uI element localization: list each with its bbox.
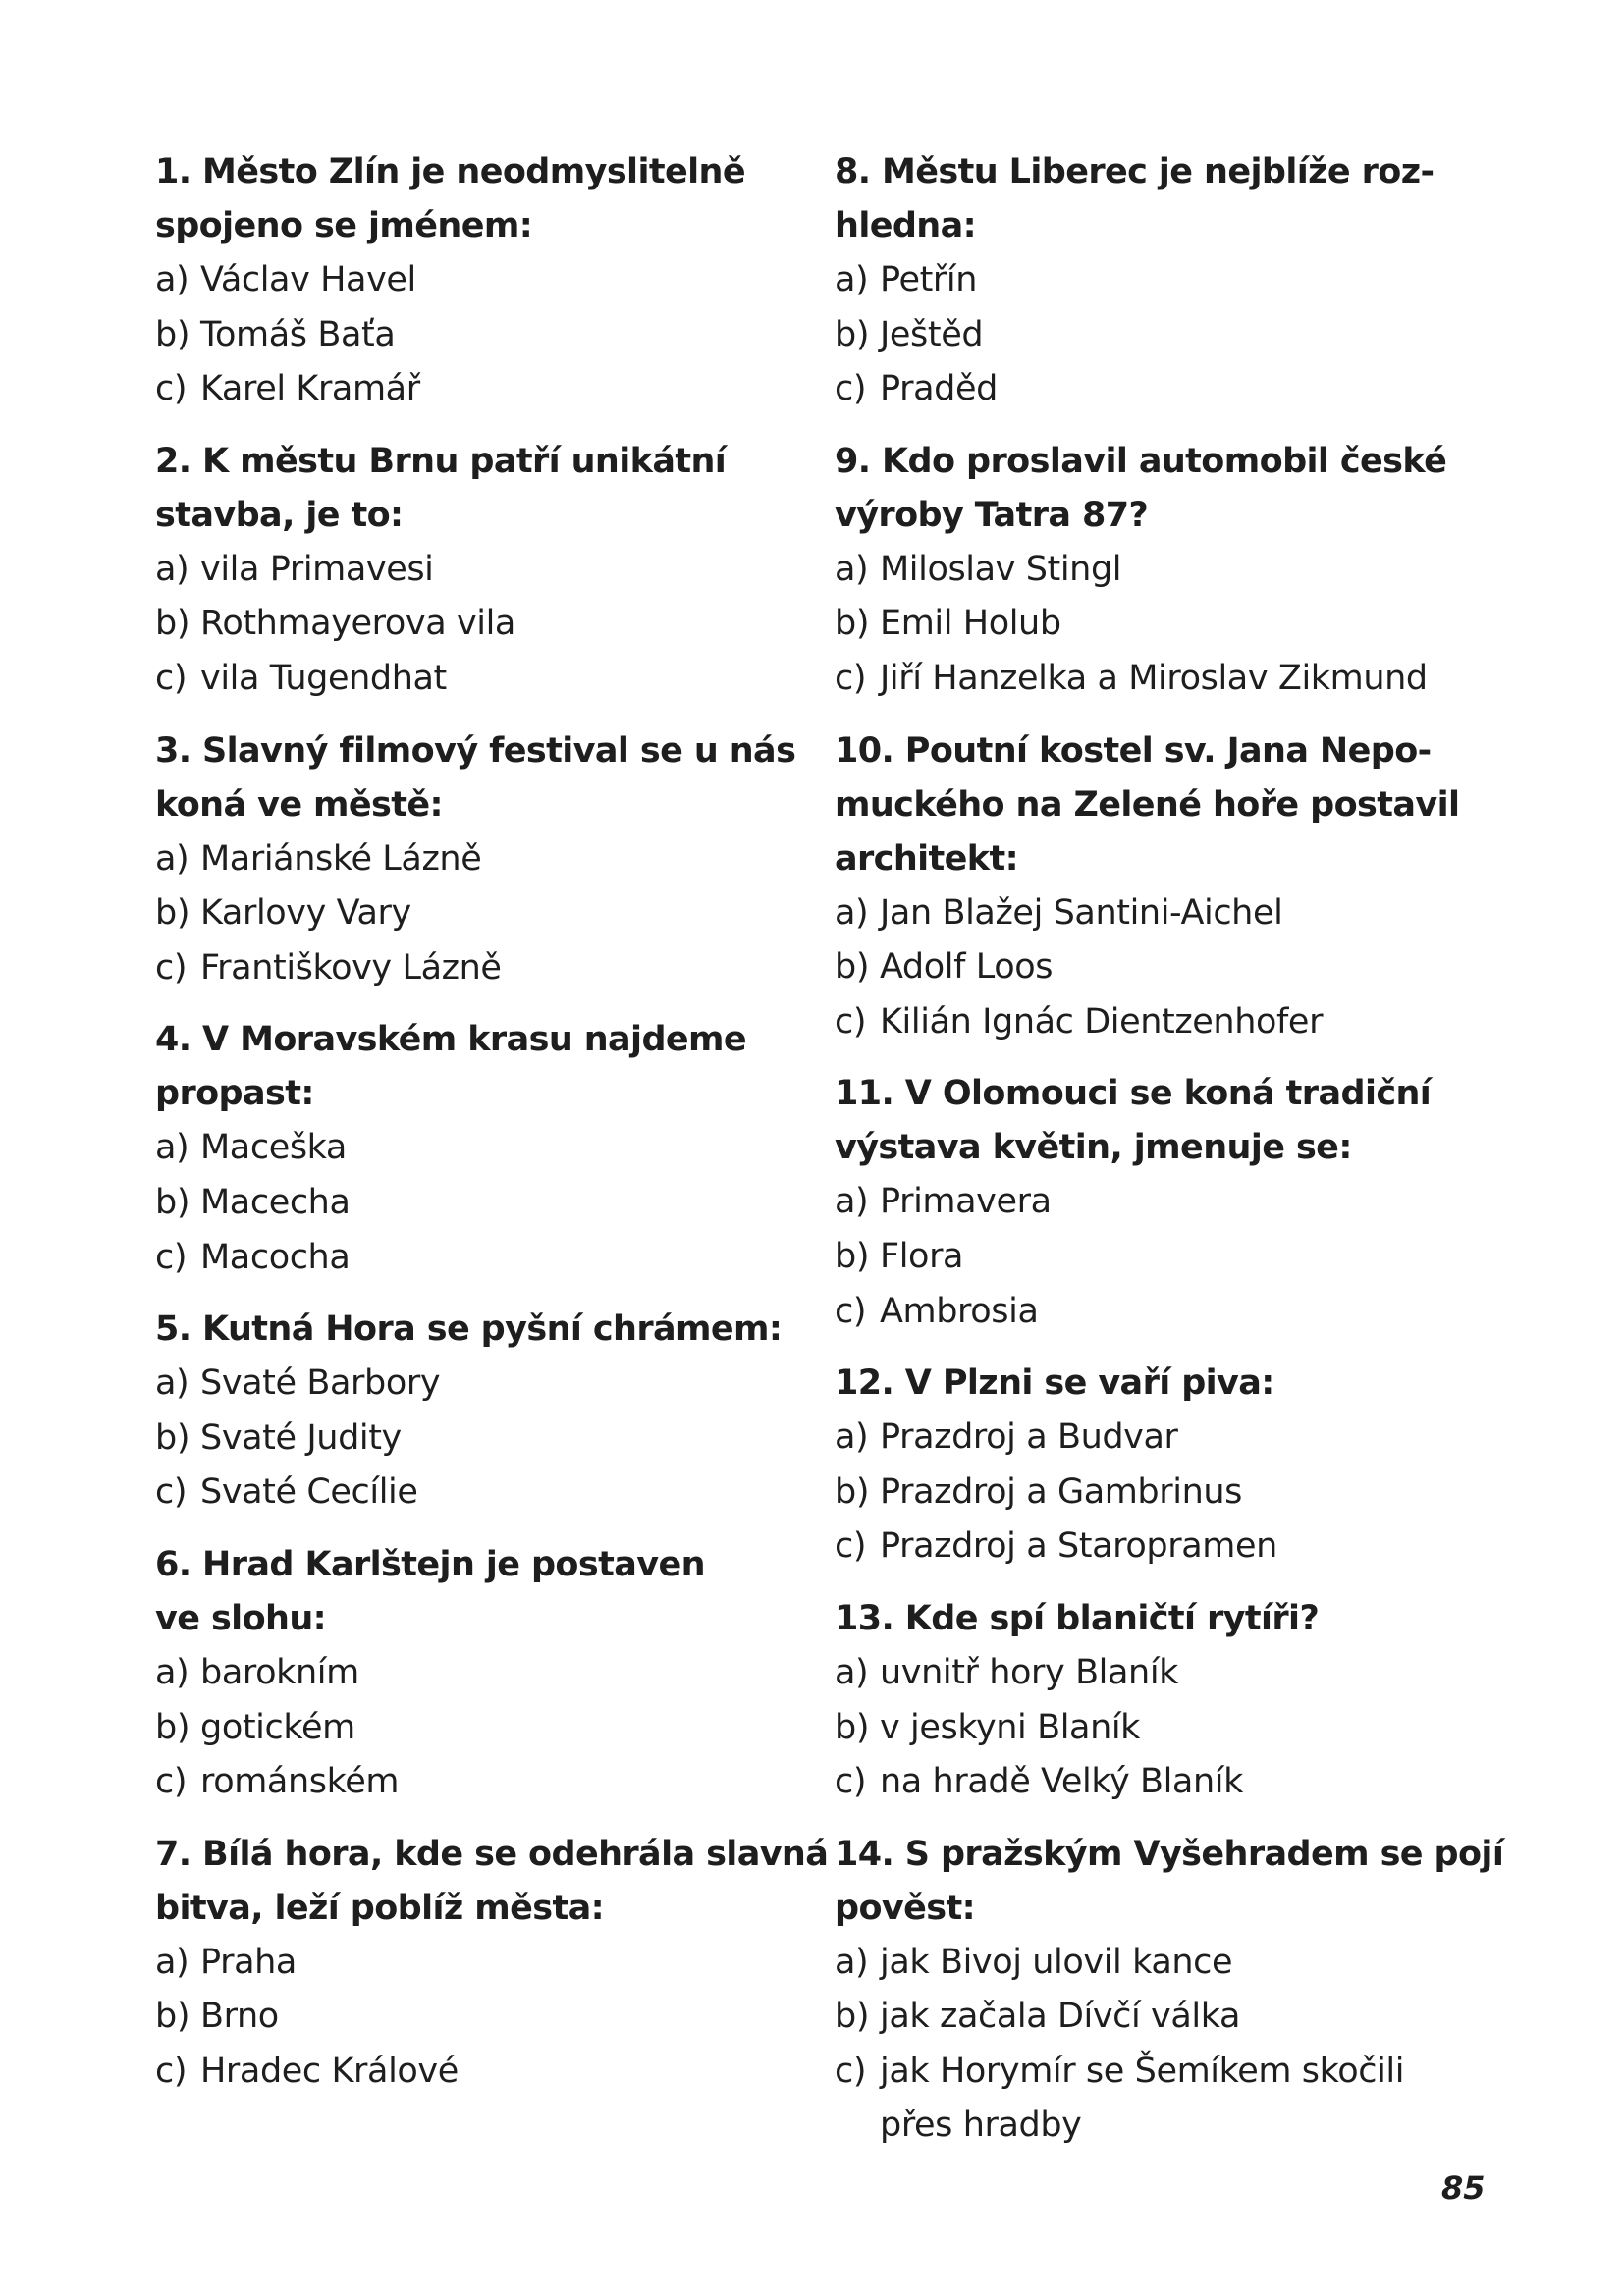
option-label: a) [835,260,869,299]
option-text: jak začala Dívčí válka [880,1997,1241,2037]
question-text: 4. V Moravském krasu najdeme [155,1020,747,1060]
answer-option [835,597,1512,652]
answer-option [835,1936,1512,1991]
answer-option [835,995,1512,1050]
question-text: pověst: [835,1888,976,1928]
answer-option [155,832,823,887]
question-text: 7. Bílá hora, kde se odehrála slavná [155,1834,829,1874]
option-text: Praděd [880,369,998,409]
option-label: c) [155,1762,188,1802]
option-label: c) [835,1291,867,1331]
answer-option [155,1231,823,1286]
option-text: Macecha [200,1182,351,1222]
option-label: b) [155,1707,190,1747]
answer-option [155,362,823,417]
answer-option [155,1412,823,1467]
question-text: spojeno se jménem: [155,206,533,245]
option-label: c) [155,947,188,988]
option-label: a) [155,260,189,299]
option-text: Maceška [200,1128,347,1168]
option-text: Ambrosia [880,1291,1039,1331]
option-text: Jiří Hanzelka a Miroslav Zikmund [880,658,1428,698]
answer-option [835,652,1512,707]
option-label: b) [835,314,870,354]
answer-option [835,308,1512,363]
question-block [155,145,823,417]
question-text: 6. Hrad Karlštejn je postaven [155,1544,705,1584]
answer-option [835,1646,1512,1701]
option-label: a) [835,1942,869,1982]
question-text: 8. Městu Liberec je nejblíže roz- [835,152,1435,191]
question-block [835,435,1512,707]
option-text: vila Primavesi [200,549,434,589]
question-text: architekt: [835,838,1019,879]
option-text: Flora [880,1236,964,1276]
answer-option [835,1701,1512,1756]
option-label: a) [835,1417,869,1458]
option-label: a) [835,1652,869,1692]
answer-option [835,1520,1512,1575]
option-label: c) [835,658,867,698]
answer-option [835,1990,1512,2045]
option-label: b) [155,1997,190,2037]
answer-option [835,886,1512,941]
option-label: c) [835,1001,867,1041]
question-text: muckého na Zelené hoře postavil [835,784,1460,825]
right-column [835,145,1512,2171]
answer-option [835,1466,1512,1521]
answer-option [835,1230,1512,1285]
option-text: v jeskyni Blaník [880,1707,1141,1747]
option-text: Miloslav Stingl [880,549,1122,589]
option-label: c) [155,1472,188,1513]
option-label: b) [835,1236,870,1276]
question-block [835,1357,1512,1575]
option-text: Hradec Králové [200,2051,459,2091]
option-label: b) [155,1182,190,1222]
question-text: bitva, leží poblíž města: [155,1888,605,1928]
answer-option [835,362,1512,417]
option-text: Františkovy Lázně [200,947,502,988]
answer-option [835,2045,1512,2100]
question-text: 12. V Plzni se vaří piva: [835,1363,1274,1404]
question-block [155,1538,823,1810]
question-text: výroby Tatra 87? [835,495,1149,535]
option-text: Tomáš Baťa [200,314,396,354]
option-label: b) [835,1471,870,1512]
option-text: Václav Havel [200,260,416,299]
option-text: Emil Holub [880,604,1061,644]
answer-option [835,940,1512,995]
option-text: Mariánské Lázně [200,838,482,879]
page-number: 85 [1441,2169,1486,2207]
question-block [835,1828,1512,2154]
answer-option [155,652,823,707]
option-label: b) [155,1417,190,1458]
option-label: b) [155,604,190,644]
answer-option [155,1466,823,1521]
left-column [155,145,829,2116]
answer-option [155,886,823,941]
question-text: 9. Kdo proslavil automobil české [835,441,1447,481]
option-text: Karlovy Vary [200,893,411,934]
question-text: hledna: [835,206,977,245]
option-label: c) [155,658,188,698]
question-text: propast: [155,1074,314,1114]
question-block [835,1592,1512,1810]
question-block [835,724,1512,1050]
answer-option [835,1411,1512,1466]
option-label: b) [835,1707,870,1747]
question-text: 14. S pražským Vyšehradem se pojí [835,1834,1504,1874]
option-text: Svaté Cecílie [200,1472,418,1513]
option-text: románském [200,1762,400,1802]
option-text: gotickém [200,1707,355,1747]
answer-option [155,941,823,996]
option-label: a) [155,838,189,879]
option-label: a) [155,1128,189,1168]
question-text: 11. V Olomouci se koná tradiční [835,1074,1432,1114]
question-block [155,1828,829,2100]
question-block [155,724,823,996]
option-label: c) [155,369,188,409]
option-label: b) [835,947,870,988]
answer-option [155,1121,823,1176]
option-text: na hradě Velký Blaník [880,1762,1243,1802]
option-text: uvnitř hory Blaník [880,1652,1179,1692]
answer-option [155,1755,823,1810]
option-label: c) [835,1526,867,1567]
answer-option [835,1175,1512,1230]
option-text: Praha [200,1942,297,1982]
question-text: 1. Město Zlín je neodmyslitelně [155,152,745,191]
option-text: Rothmayerova vila [200,604,515,644]
option-label: c) [155,2051,188,2091]
option-label: a) [835,1182,869,1222]
option-label: b) [155,314,190,354]
option-text: Prazdroj a Staropramen [880,1526,1277,1567]
option-text: Brno [200,1997,279,2037]
option-label: c) [155,1237,188,1277]
option-text: přes hradby [880,2106,1082,2146]
answer-option [155,1646,823,1701]
question-block [155,1303,823,1521]
option-label: a) [155,1363,189,1404]
option-label: b) [155,893,190,934]
question-block [835,145,1512,417]
option-label: a) [835,549,869,589]
answer-option [155,2045,823,2100]
option-text: Jan Blažej Santini-Aichel [880,892,1283,933]
option-text: jak Horymír se Šemíkem skočili [880,2051,1405,2091]
option-text: Macocha [200,1237,351,1277]
question-text: výstava květin, jmenuje se: [835,1128,1352,1168]
answer-option [155,1990,823,2045]
option-text: Petřín [880,260,978,299]
option-label: a) [835,892,869,933]
option-text: barokním [200,1652,359,1692]
question-text: 3. Slavný filmový festival se u nás [155,730,796,771]
option-label: a) [155,1652,189,1692]
option-text: Prazdroj a Budvar [880,1417,1178,1458]
answer-option [835,543,1512,598]
answer-option [835,253,1512,308]
option-label: b) [835,604,870,644]
option-label: c) [835,1762,867,1802]
option-text: jak Bivoj ulovil kance [880,1942,1233,1982]
option-text: Svaté Judity [200,1417,402,1458]
question-text: 2. K městu Brnu patří unikátní [155,441,727,481]
question-text: 13. Kde spí blaničtí rytíři? [835,1598,1320,1638]
option-text: Prazdroj a Gambrinus [880,1471,1242,1512]
answer-option [835,1755,1512,1810]
answer-option [155,1357,823,1412]
option-label: a) [155,549,189,589]
answer-option [155,308,823,363]
answer-option [155,1936,823,1991]
question-block [155,435,823,707]
answer-option [155,1701,823,1756]
answer-option [155,253,823,308]
question-block [835,1067,1512,1339]
answer-option [155,597,823,652]
option-text: Ještěd [880,314,984,354]
option-text: Kilián Ignác Dientzenhofer [880,1001,1324,1041]
option-text: Svaté Barbory [200,1363,441,1404]
question-text: 10. Poutní kostel sv. Jana Nepo- [835,730,1432,771]
option-label: a) [155,1942,189,1982]
option-label: c) [835,2051,867,2091]
question-block [155,1013,823,1285]
answer-option-continuation [835,2099,1512,2154]
answer-option [835,1285,1512,1340]
answer-option [155,543,823,598]
question-text: 5. Kutná Hora se pyšní chrámem: [155,1309,783,1350]
option-text: Primavera [880,1182,1052,1222]
option-text: Adolf Loos [880,947,1054,988]
answer-option [155,1176,823,1231]
option-label: c) [835,369,867,409]
option-label: b) [835,1997,870,2037]
question-text: stavba, je to: [155,495,404,535]
question-text: koná ve městě: [155,784,443,825]
question-text: ve slohu: [155,1598,327,1638]
option-text: Karel Kramář [200,369,420,409]
option-text: vila Tugendhat [200,658,447,698]
